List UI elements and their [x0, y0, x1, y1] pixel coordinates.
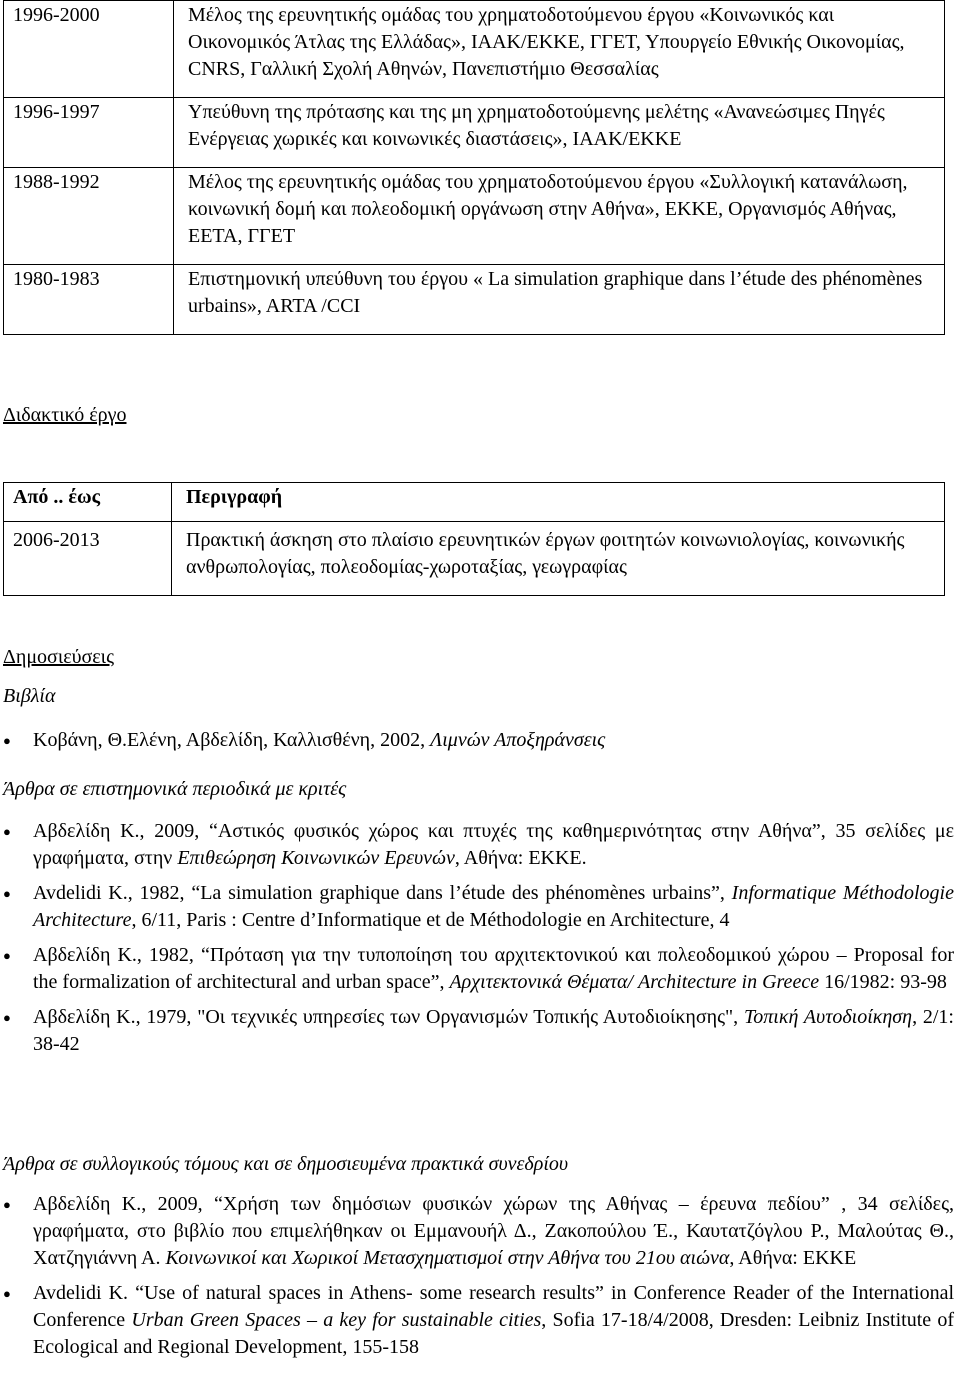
period-cell: 1988-1992 — [4, 168, 174, 265]
header-description: Περιγραφή — [172, 483, 945, 522]
list-item — [0, 818, 954, 872]
period-cell: 1996-2000 — [4, 1, 174, 98]
description-cell: Μέλος της ερευνητικής ομάδας του χρηματοδοτούμενου έργου «Κοινωνικός και Οικονομικός Άτλας της Ελλάδας», ΙΑΑΚ/ΕΚΚΕ, ΓΓΕΤ, Υπουργείο Εθνικής Οικονομίας, CNRS, Γαλλική Σχολή Αθηνών, Πανεπιστήμιο Θεσσαλίας — [174, 1, 945, 98]
citation-title: Κοινωνικοί και Χωρικοί Μετασχηματισμοί στην Αθήνα του 21ου αιώνα — [165, 1247, 730, 1269]
proceedings-heading: Άρθρα σε συλλογικούς τόμους και σε δημοσιευμένα πρακτικά συνεδρίου — [3, 1153, 569, 1175]
table-row — [4, 522, 945, 596]
citation-text: , Αθήνα: ΕΚΚΕ. — [454, 847, 587, 869]
list-item — [0, 880, 954, 934]
description-cell: Πρακτική άσκηση στο πλαίσιο ερευνητικών έργων φοιτητών κοινωνιολογίας, κοινωνικής ανθρωπολογίας, πολεοδομίας-χωροταξίας, γεωγραφίας — [172, 522, 945, 596]
citation-text: Avdelidi K., 1982, “La simulation graphique dans l’étude des phénomènes urbains”, — [33, 882, 732, 904]
proceedings-list — [0, 1191, 954, 1361]
description-cell: Υπεύθυνη της πρότασης και της μη χρηματοδοτούμενης μελέτης «Ανανεώσιμες Πηγές Ενέργειας χωρικές και κοινωνικές διαστάσεις», ΙΑΑΚ/ΕΚΚΕ — [174, 98, 945, 168]
citation-text: Κοβάνη, Θ.Ελένη, Αβδελίδη, Καλλισθένη, 2002, — [33, 729, 431, 751]
description-cell: Επιστημονική υπεύθυνη του έργου « La simulation graphique dans l’étude des phénomènes urbains», ARTA /CCI — [174, 265, 945, 335]
citation-title: Τοπική Αυτοδιοίκηση — [743, 1006, 913, 1028]
citation-text: Αβδελίδη Κ., 1979, "Οι τεχνικές υπηρεσίες των Οργανισμών Τοπικής Αυτοδιοίκησης", — [33, 1006, 744, 1028]
citation-text: , Sofia 17-18/4/2008, Dresden: Leibniz Institute of Ecological and Regional Development, 155-158 — [33, 1309, 954, 1358]
citation-title: Urban Green Spaces – a key for sustainable cities — [131, 1309, 542, 1331]
citation-text: Αβδελίδη Κ., 2009, “Αστικός φυσικός χώρος και πτυχές της καθημερινότητας στην Αθήνα”, 35 σελίδες με γραφήματα, στην — [33, 820, 954, 869]
citation-text: Αβδελίδη Κ., 1982, “Πρόταση για την τυποποίηση του αρχιτεκτονικού και πολεοδομικού χώρου – Proposal for the formalization of architectural and urban space”, — [33, 944, 954, 993]
articles-list — [0, 818, 954, 1058]
citation-title: Αρχιτεκτονικά Θέματα/ Architecture in Greece — [449, 971, 820, 993]
citation-title: Informatique Méthodologie Architecture — [33, 882, 954, 931]
citation-text: 16/1982: 93-98 — [819, 971, 947, 993]
period-cell: 1996-1997 — [4, 98, 174, 168]
description-cell: Μέλος της ερευνητικής ομάδας του χρηματοδοτούμενου έργου «Συλλογική κατανάλωση, κοινωνική δομή και πολεοδομική οργάνωση στην Αθήνα», ΕΚΚΕ, Οργανισμός Αθήνας, ΕΕΤΑ, ΓΓΕΤ — [174, 168, 945, 265]
header-from-to: Από .. έως — [4, 483, 172, 522]
books-list — [0, 727, 954, 754]
period-cell: 1980-1983 — [4, 265, 174, 335]
period-cell: 2006-2013 — [4, 522, 172, 596]
citation-text: , 6/11, Paris : Centre d’Informatique et de Méthodologie en Architecture, 4 — [131, 909, 730, 931]
table-row — [4, 168, 945, 265]
table-row — [4, 1, 945, 98]
citation-text: Αβδελίδη Κ., 2009, “Χρήση των δημόσιων φυσικών χώρων της Αθήνας – έρευνα πεδίου” , 34 σελίδες, γραφήματα, στο βιβλίο που επιμελήθηκαν οι Εμμανουήλ Δ., Ζακοπούλου Έ., Καυτατζόγλου Ρ., Μαλούτας Θ., Χατζηγιάννη Α. — [33, 1193, 954, 1269]
citation-title: Επιθεώρηση Κοινωνικών Ερευνών — [177, 847, 455, 869]
list-item — [0, 1191, 954, 1272]
table-row — [4, 98, 945, 168]
table-row — [4, 265, 945, 335]
list-item — [0, 1004, 954, 1058]
publications-section-title: Δημοσιεύσεις — [3, 646, 114, 668]
articles-heading: Άρθρα σε επιστημονικά περιοδικά με κριτές — [3, 778, 347, 800]
list-item — [0, 727, 954, 754]
citation-title: Λιμνών Αποξηράνσεις — [430, 729, 606, 751]
teaching-section-title: Διδακτικό έργο — [3, 404, 127, 426]
books-heading: Βιβλία — [3, 685, 56, 707]
citation-text: Avdelidi K. “Use of natural spaces in Athens- some research results” in Conference Reader of the International Conference — [33, 1282, 954, 1331]
citation-text: , 2/1: 38-42 — [33, 1006, 954, 1055]
teaching-table — [3, 482, 945, 596]
citation-text: , Αθήνα: ΕΚΚΕ — [729, 1247, 857, 1269]
research-projects-table — [3, 0, 945, 335]
list-item — [0, 1280, 954, 1361]
list-item — [0, 942, 954, 996]
table-header-row — [4, 483, 945, 522]
